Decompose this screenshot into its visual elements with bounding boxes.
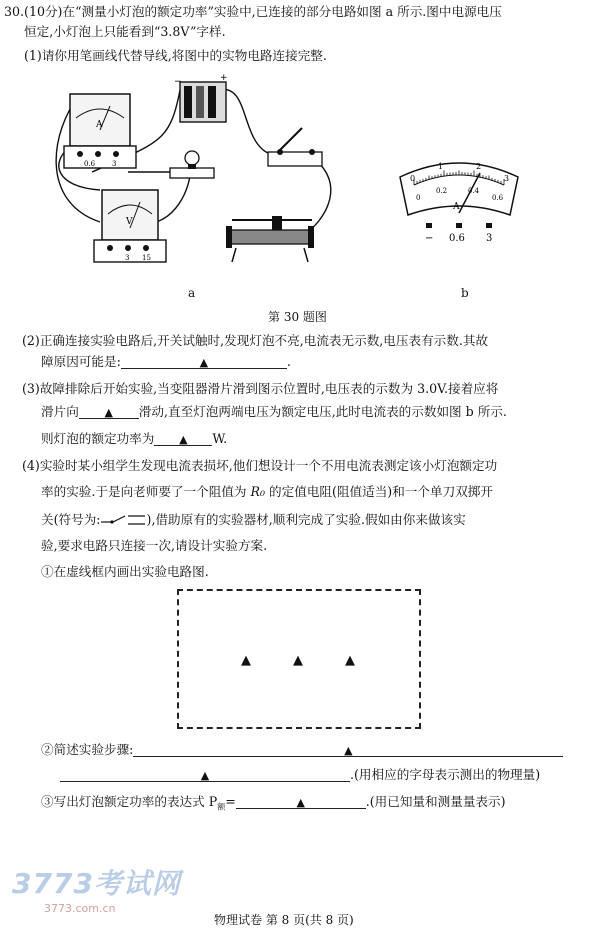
answer-blank-steps-1[interactable] [133, 742, 563, 757]
part-1-text: (1)请你用笔画线代替导线,将图中的实物电路连接完整. [24, 48, 327, 63]
part-4-line-3 [41, 512, 466, 528]
circuit-diagram-answer-box[interactable] [177, 589, 421, 729]
ammeter-symbol: A [96, 120, 103, 130]
part-3-text-c: 则灯泡的额定功率为 [41, 431, 155, 446]
dial-top-label-3: 3 [504, 174, 510, 183]
ammeter-terminal-2: 3 [112, 160, 117, 168]
part-4-line-4: 验,要求电路只连接一次,请设计实验方案. [41, 538, 268, 553]
answer-blank-direction[interactable] [79, 404, 139, 419]
answer-blank-steps-2[interactable] [60, 767, 350, 782]
sub-3-end: .(用已知量和测量量表示) [365, 794, 506, 809]
blank-marker: ▲ [345, 653, 355, 668]
dial-top-label-2: 2 [476, 162, 482, 171]
figure-a-label: a [188, 286, 196, 300]
blank-marker: ▲ [199, 356, 209, 369]
figure-b-label: b [461, 286, 469, 300]
answer-blank-fault[interactable] [121, 354, 287, 369]
r0-symbol: R₀ [250, 484, 266, 499]
sub-3-text: ③写出灯泡额定功率的表达式 P [41, 794, 218, 809]
dial-bottom-label-1: 0.2 [436, 187, 448, 195]
spdt-switch-symbol-icon [101, 512, 147, 526]
figure-b-ammeter-dial [392, 155, 532, 245]
watermark-main: 3773考试网 [12, 867, 181, 900]
switch [268, 128, 322, 166]
watermark-url: 3773.com.cn [44, 902, 116, 915]
dial-top-label-0: 0 [410, 174, 416, 183]
voltmeter [94, 190, 166, 262]
sub-2-end: .(用相应的字母表示测出的物理量) [350, 767, 541, 782]
sub-question-3 [41, 794, 506, 816]
voltmeter-terminal-1: 3 [125, 254, 130, 262]
figure-caption: 第 30 题图 [268, 310, 327, 324]
terminal-3: 3 [486, 233, 493, 244]
blank-marker: ▲ [241, 653, 251, 668]
rheostat [226, 216, 314, 262]
part-4-text-a: 率的实验.于是向老师要了一个阻值为 [41, 484, 251, 499]
dial-top-label-1: 1 [438, 162, 444, 171]
part-2-end: . [286, 354, 291, 369]
sub-question-2 [41, 742, 563, 758]
answer-blank-expression[interactable] [236, 794, 366, 809]
blank-marker: ▲ [293, 653, 303, 668]
battery [174, 73, 228, 122]
blank-marker: ▲ [104, 406, 114, 419]
dial-bottom-label-3: 0.6 [492, 194, 504, 202]
part-3-line-2 [41, 404, 507, 420]
part-3-line-3 [41, 431, 227, 447]
part-2-text: 障原因可能是: [41, 354, 121, 369]
blank-marker: ▲ [344, 744, 353, 757]
part-4-text-d: ),借助原有的实验器材,顺利完成了实验.假如由你来做该实 [146, 512, 466, 527]
dial-bottom-label-2: 0.4 [468, 187, 480, 195]
part-3-line-1: (3)故障排除后开始实验,当变阻器滑片滑到图示位置时,电压表的示数为 3.0V.接着应将 [22, 381, 499, 396]
voltmeter-symbol: V [126, 217, 133, 227]
part-2-line-2 [41, 354, 291, 370]
lamp [170, 151, 214, 178]
page-footer: 物理试卷 第 8 页(共 8 页) [214, 913, 354, 927]
site-watermark-logo [12, 862, 181, 915]
part-3-text-b: 滑动,直至灯泡两端电压为额定电压,此时电流表的示数如图 b 所示. [138, 404, 507, 419]
terminal-0-6: 0.6 [449, 233, 465, 244]
blank-marker: ▲ [296, 796, 305, 809]
battery-plus: + [220, 73, 228, 83]
terminal-minus: − [425, 233, 434, 244]
sub-3-subscript: 额 [217, 802, 226, 812]
figure-a-apparatus [40, 72, 340, 282]
part-2-line-1: (2)正确连接实验电路后,开关试触时,发现灯泡不亮,电流表无示数,电压表有示数.其故 [22, 333, 489, 348]
sub-2-text: ②简述实验步骤: [41, 742, 134, 757]
battery-minus: − [174, 77, 182, 87]
dial-symbol: A [453, 202, 460, 212]
sub-question-2-line-2 [60, 767, 540, 783]
part-4-text-c: 关(符号为: [41, 512, 101, 527]
part-4-line-1: (4)实验时某小组学生发现电流表损坏,他们想设计一个不用电流表测定该小灯泡额定功 [22, 458, 498, 473]
sub-question-1: ①在虚线框内画出实验电路图. [41, 564, 209, 579]
ammeter [64, 94, 136, 168]
part-4-line-2 [41, 484, 493, 500]
part-3-unit: W. [212, 431, 228, 446]
sub-3-equals: = [225, 794, 236, 809]
question-line-2: 恒定,小灯泡上只能看到“3.8V”字样. [24, 24, 226, 39]
ammeter-terminal-1: 0.6 [84, 160, 96, 168]
dial-bottom-label-0: 0 [416, 194, 421, 202]
answer-blank-power[interactable] [154, 431, 212, 446]
part-3-text-a: 滑片向 [41, 404, 79, 419]
blank-marker: ▲ [179, 433, 188, 446]
blank-marker: ▲ [200, 769, 210, 782]
voltmeter-terminal-2: 15 [142, 254, 151, 262]
question-line-1: 30.(10分)在“测量小灯泡的额定功率”实验中,已连接的部分电路如图 a 所示.图中电源电压 [4, 4, 502, 19]
part-4-text-b: 的定值电阻(阻值适当)和一个单刀双掷开 [265, 484, 493, 499]
